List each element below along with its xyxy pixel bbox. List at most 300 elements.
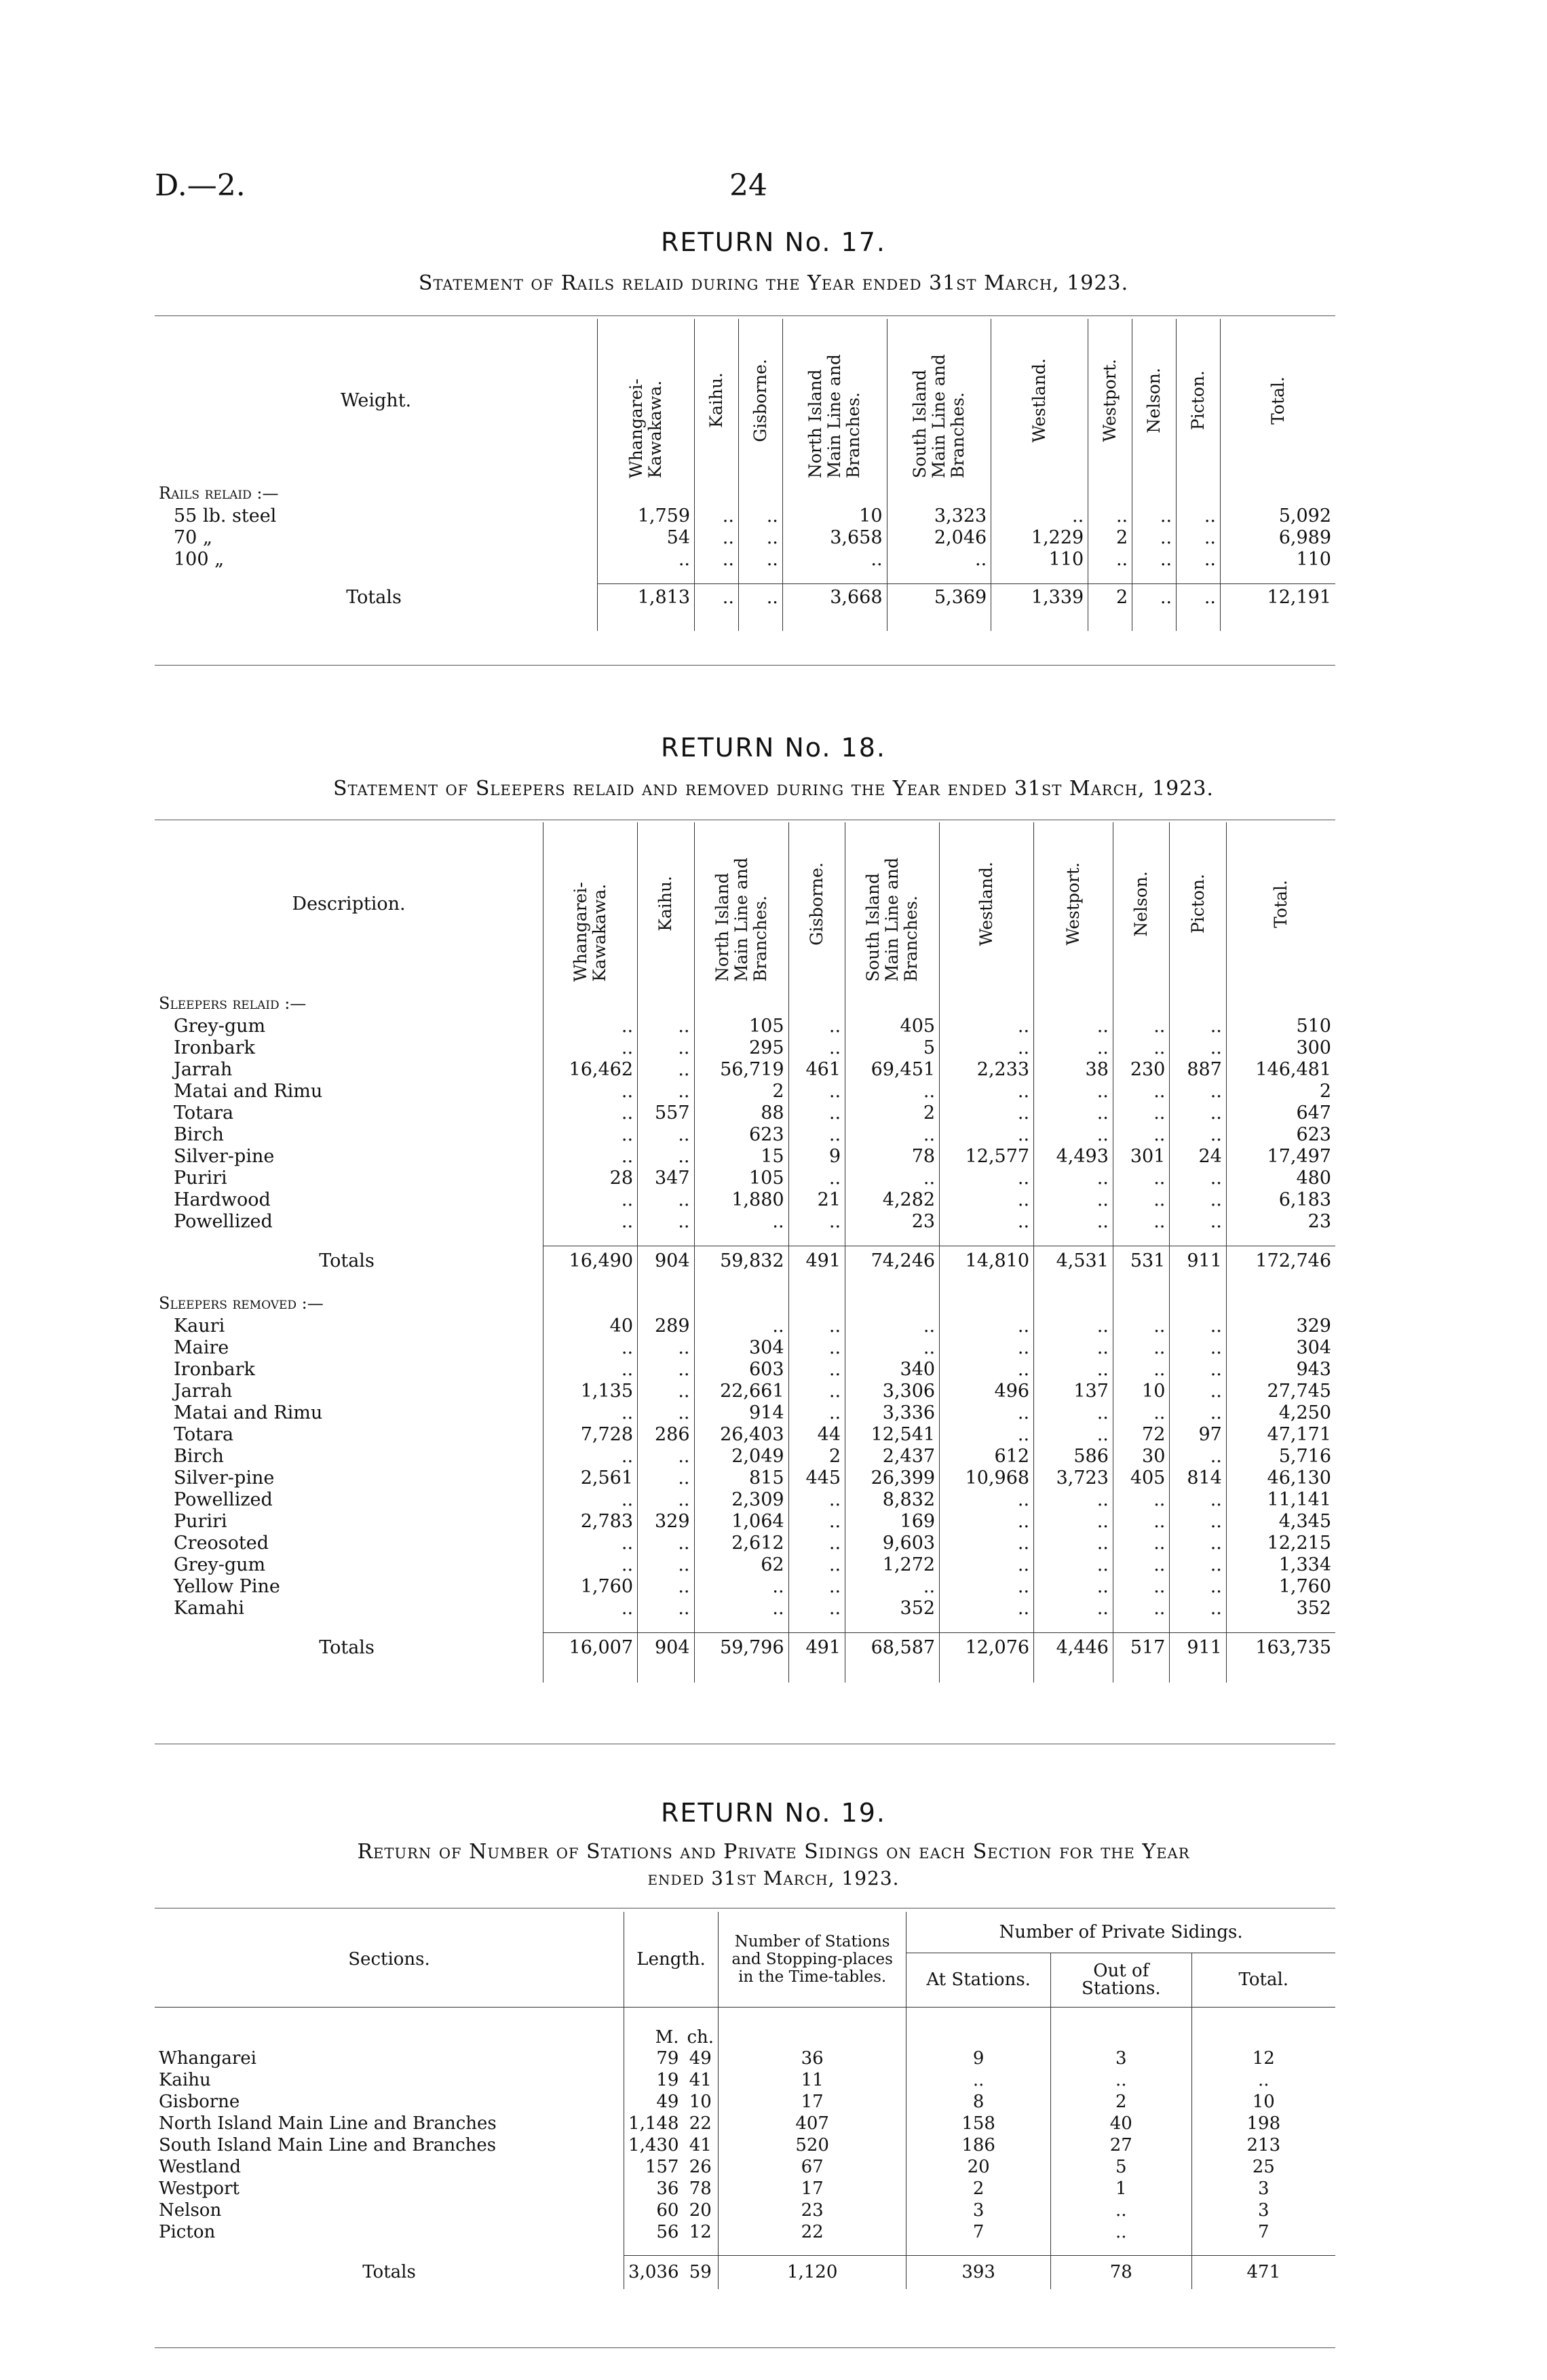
column-header xyxy=(1221,319,1336,482)
length-chains: 49 xyxy=(689,2048,712,2069)
sleepers-removed-row xyxy=(155,1467,1335,1489)
row-label-text: Powellized xyxy=(174,1489,273,1510)
table-cell: 340 xyxy=(845,1358,940,1380)
column-header-label: Kaihu. xyxy=(655,876,676,932)
stations-sidings-table xyxy=(155,1912,1335,2289)
table-cell: .. xyxy=(1132,526,1177,548)
table-cell: 1,135 xyxy=(543,1380,638,1402)
table-cell: .. xyxy=(1034,1102,1113,1124)
at-stations-header: At Stations. xyxy=(906,1953,1051,2007)
row-label xyxy=(155,1145,543,1167)
table-cell: 4,446 xyxy=(1034,1632,1113,1662)
table-cell: .. xyxy=(738,548,782,570)
row-label-text: Birch xyxy=(174,1124,224,1145)
row-label-text: Creosoted xyxy=(174,1532,269,1554)
table-cell: .. xyxy=(1177,548,1221,570)
row-label-text: Jarrah xyxy=(174,1380,233,1402)
sidings-out-stations: 1 xyxy=(1051,2178,1192,2200)
column-header-label: North Island Main Line and Branches. xyxy=(712,858,770,982)
table-cell: 623 xyxy=(1226,1124,1335,1145)
table-cell: 9 xyxy=(788,1145,845,1167)
row-label-text: Kamahi xyxy=(174,1597,244,1619)
empty-cell xyxy=(1170,1275,1226,1292)
empty-cell xyxy=(1226,1275,1335,1292)
length-miles: 60 xyxy=(624,2200,683,2221)
length-chains: 10 xyxy=(689,2092,712,2112)
table-cell: 12,191 xyxy=(1221,583,1336,611)
row-label-text: Matai and Rimu xyxy=(174,1080,323,1102)
sidings-out-stations: 78 xyxy=(1051,2255,1192,2289)
column-header xyxy=(1226,822,1335,985)
table-cell: 10 xyxy=(1113,1380,1169,1402)
table-cell: .. xyxy=(694,1315,788,1337)
table-cell: 531 xyxy=(1113,1246,1169,1275)
column-header xyxy=(1170,822,1226,985)
empty-cell xyxy=(845,1275,940,1292)
table-cell: 943 xyxy=(1226,1358,1335,1380)
table-cell: 1,334 xyxy=(1226,1554,1335,1575)
empty-cell xyxy=(1170,992,1226,1015)
table-cell: 78 xyxy=(845,1145,940,1167)
table-cell: 6,989 xyxy=(1221,526,1336,548)
table-cell: .. xyxy=(1113,1402,1169,1423)
table-cell: 16,007 xyxy=(543,1632,638,1662)
row-label-text: Ironbark xyxy=(174,1358,255,1380)
table-cell: .. xyxy=(638,1554,694,1575)
table-cell: .. xyxy=(1113,1037,1169,1058)
table-cell: 23 xyxy=(1226,1210,1335,1232)
length-miles: 1,430 xyxy=(624,2134,683,2156)
table-cell: 1,760 xyxy=(1226,1575,1335,1597)
sidings-at-stations: 20 xyxy=(906,2156,1051,2178)
return-19-statement-line1: Return of Number of Stations and Private Sidings on each Section for the Year xyxy=(357,1840,1190,1864)
column-header-label: South Island Main Line and Branches. xyxy=(863,858,921,982)
column-header-label: Gisborne. xyxy=(750,358,770,442)
table-cell: .. xyxy=(1170,1510,1226,1532)
empty-cell xyxy=(155,611,598,631)
empty-cell xyxy=(845,1619,940,1632)
row-label xyxy=(155,1037,543,1058)
length-header: Length. xyxy=(624,1912,719,2007)
table-cell: 491 xyxy=(788,1632,845,1662)
empty-cell xyxy=(155,1275,543,1292)
stations-count: 36 xyxy=(719,2048,906,2069)
table-cell: .. xyxy=(1113,1015,1169,1037)
table-cell: 12,215 xyxy=(1226,1532,1335,1554)
table-cell: 911 xyxy=(1170,1632,1226,1662)
table-cell: 3,323 xyxy=(887,505,991,526)
sidings-at-stations: 2 xyxy=(906,2178,1051,2200)
table-cell: .. xyxy=(1034,1015,1113,1037)
sleepers-removed-row xyxy=(155,1489,1335,1510)
empty-cell xyxy=(1221,482,1336,505)
table-cell: 3,306 xyxy=(845,1380,940,1402)
empty-cell xyxy=(155,570,598,583)
empty-cell xyxy=(694,985,788,992)
empty-cell xyxy=(782,611,887,631)
length-chains: 41 xyxy=(689,2070,712,2090)
row-label-text: Totara xyxy=(174,1102,234,1124)
sidings-at-stations: 8 xyxy=(906,2091,1051,2113)
table-cell: .. xyxy=(845,1315,940,1337)
table-cell: 110 xyxy=(991,548,1088,570)
table-cell: .. xyxy=(694,1597,788,1619)
table-cell: .. xyxy=(1132,505,1177,526)
sidings-out-stations: 2 xyxy=(1051,2091,1192,2113)
units-row xyxy=(155,2007,1335,2048)
sidings-total: 12 xyxy=(1191,2048,1335,2069)
column-header-label: Picton. xyxy=(1188,370,1208,430)
table-cell: 510 xyxy=(1226,1015,1335,1037)
row-label xyxy=(155,1167,543,1189)
section-row xyxy=(155,2156,1335,2178)
empty-cell xyxy=(1170,1292,1226,1315)
empty-cell xyxy=(719,2007,906,2048)
table-cell: .. xyxy=(738,505,782,526)
table-cell: 496 xyxy=(940,1380,1034,1402)
table-cell: .. xyxy=(845,1337,940,1358)
table-cell: .. xyxy=(940,1080,1034,1102)
table-cell: 40 xyxy=(543,1315,638,1337)
table-cell: .. xyxy=(1034,1402,1113,1423)
stations-count: 407 xyxy=(719,2113,906,2134)
table-cell: .. xyxy=(1113,1189,1169,1210)
empty-cell xyxy=(1132,570,1177,583)
table-cell: 5,716 xyxy=(1226,1445,1335,1467)
row-label-text: Maire xyxy=(174,1337,229,1358)
table-cell: 16,490 xyxy=(543,1246,638,1275)
sidings-out-stations: .. xyxy=(1051,2221,1192,2243)
empty-cell xyxy=(845,992,940,1015)
row-label-text: Matai and Rimu xyxy=(174,1402,323,1423)
table-cell: 603 xyxy=(694,1358,788,1380)
section-heading: Sleepers removed :— xyxy=(159,1294,324,1313)
table-cell: .. xyxy=(638,1145,694,1167)
table-cell: .. xyxy=(782,548,887,570)
table-cell: .. xyxy=(1034,1423,1113,1445)
table-cell: .. xyxy=(638,1337,694,1358)
empty-cell xyxy=(940,1619,1034,1632)
empty-cell xyxy=(543,1662,638,1683)
document-code: D.—2. xyxy=(155,168,246,203)
empty-cell xyxy=(1034,1662,1113,1683)
table-cell: .. xyxy=(638,1402,694,1423)
table-cell: 12,541 xyxy=(845,1423,940,1445)
table-cell: .. xyxy=(940,1015,1034,1037)
length-miles: 19 xyxy=(624,2069,683,2091)
table-cell: .. xyxy=(1034,1037,1113,1058)
sleepers-relaid-row xyxy=(155,1145,1335,1167)
table-cell: .. xyxy=(1034,1554,1113,1575)
table-cell: .. xyxy=(1034,1575,1113,1597)
table-cell: .. xyxy=(543,1445,638,1467)
row-label xyxy=(155,1402,543,1423)
table-cell: .. xyxy=(1177,583,1221,611)
sleepers-table xyxy=(155,822,1335,1683)
return-17-title: RETURN No. 17. xyxy=(661,227,886,257)
table-cell: 517 xyxy=(1113,1632,1169,1662)
table-cell: .. xyxy=(940,1102,1034,1124)
table-cell: 59,832 xyxy=(694,1246,788,1275)
table-cell: 72 xyxy=(1113,1423,1169,1445)
table-cell: 46,130 xyxy=(1226,1467,1335,1489)
table-cell: 2 xyxy=(694,1080,788,1102)
table-cell: 22,661 xyxy=(694,1380,788,1402)
empty-cell xyxy=(738,570,782,583)
section-row xyxy=(155,2200,1335,2221)
section-heading-row xyxy=(155,1292,1335,1315)
table-cell: .. xyxy=(543,1189,638,1210)
empty-cell xyxy=(1191,2243,1335,2255)
table-cell: .. xyxy=(788,1380,845,1402)
sleepers-relaid-row xyxy=(155,1058,1335,1080)
empty-cell xyxy=(543,1275,638,1292)
table-cell: .. xyxy=(845,1080,940,1102)
section-row xyxy=(155,2113,1335,2134)
table-cell: .. xyxy=(1177,505,1221,526)
table-cell: .. xyxy=(1113,1315,1169,1337)
stations-count: 67 xyxy=(719,2156,906,2178)
table-cell: .. xyxy=(788,1575,845,1597)
table-cell: 169 xyxy=(845,1510,940,1532)
section-row xyxy=(155,2178,1335,2200)
empty-cell xyxy=(1051,2243,1192,2255)
column-header xyxy=(887,319,991,482)
sidings-total: .. xyxy=(1191,2069,1335,2091)
table-cell: .. xyxy=(543,1337,638,1358)
table-cell: 612 xyxy=(940,1445,1034,1467)
table-cell: .. xyxy=(1113,1167,1169,1189)
sidings-total: 3 xyxy=(1191,2200,1335,2221)
sleepers-relaid-row xyxy=(155,1167,1335,1189)
empty-cell xyxy=(1226,992,1335,1015)
table-cell: .. xyxy=(1113,1124,1169,1145)
empty-cell xyxy=(694,1292,788,1315)
column-header-label: Nelson. xyxy=(1144,367,1164,434)
table-cell: .. xyxy=(543,1102,638,1124)
table-cell: .. xyxy=(788,1210,845,1232)
table-cell: 12,577 xyxy=(940,1145,1034,1167)
page-number: 24 xyxy=(729,168,767,203)
section-label: Kaihu xyxy=(159,2070,211,2090)
table-cell: .. xyxy=(638,1489,694,1510)
empty-cell xyxy=(1034,985,1113,992)
table-cell: .. xyxy=(638,1037,694,1058)
table-cell: 1,880 xyxy=(694,1189,788,1210)
table-cell: 26,399 xyxy=(845,1467,940,1489)
table-cell: .. xyxy=(940,1337,1034,1358)
row-label xyxy=(155,1532,543,1554)
empty-cell xyxy=(940,1275,1034,1292)
rails-row xyxy=(155,548,1335,570)
table-cell: .. xyxy=(1170,1402,1226,1423)
empty-cell xyxy=(991,482,1088,505)
row-label-text: Grey-gum xyxy=(174,1554,266,1575)
table-cell: 904 xyxy=(638,1632,694,1662)
empty-cell xyxy=(543,1232,638,1246)
table-cell: 300 xyxy=(1226,1037,1335,1058)
sections-header: Sections. xyxy=(348,1949,430,1970)
row-label-text: Totara xyxy=(174,1423,234,1445)
table-cell: 23 xyxy=(845,1210,940,1232)
empty-cell xyxy=(1170,985,1226,992)
empty-cell xyxy=(683,2243,718,2255)
table-cell: .. xyxy=(638,1532,694,1554)
table-cell: 26,403 xyxy=(694,1423,788,1445)
table-cell: 914 xyxy=(694,1402,788,1423)
column-header-label: Total. xyxy=(1267,376,1288,425)
row-label-text: Puriri xyxy=(174,1510,227,1532)
column-header-label: Westland. xyxy=(1029,358,1050,443)
column-header xyxy=(991,319,1088,482)
rails-totals-row xyxy=(155,583,1335,611)
length-chains: 41 xyxy=(689,2135,712,2155)
row-label xyxy=(155,1337,543,1358)
table-cell: 352 xyxy=(1226,1597,1335,1619)
row-label-text: Hardwood xyxy=(174,1189,271,1210)
sidings-at-stations: 158 xyxy=(906,2113,1051,2134)
section-row xyxy=(155,2069,1335,2091)
empty-cell xyxy=(788,985,845,992)
table-cell: .. xyxy=(940,1575,1034,1597)
table-cell: 815 xyxy=(694,1467,788,1489)
empty-cell xyxy=(1113,1662,1169,1683)
table-cell: .. xyxy=(543,1597,638,1619)
table-cell: .. xyxy=(638,1445,694,1467)
table-cell: .. xyxy=(940,1597,1034,1619)
table-cell: 2,309 xyxy=(694,1489,788,1510)
row-label xyxy=(155,1489,543,1510)
empty-cell xyxy=(694,1232,788,1246)
table-cell: 5,092 xyxy=(1221,505,1336,526)
table-cell: 586 xyxy=(1034,1445,1113,1467)
table-cell: .. xyxy=(788,1510,845,1532)
section-label: Whangarei xyxy=(159,2048,256,2069)
out-stations-header: Out of Stations. xyxy=(1051,1953,1192,2007)
sleepers-removed-row xyxy=(155,1423,1335,1445)
empty-cell xyxy=(155,1619,543,1632)
table-cell: 105 xyxy=(694,1015,788,1037)
empty-cell xyxy=(1132,611,1177,631)
table-cell: .. xyxy=(1113,1575,1169,1597)
column-header xyxy=(598,319,695,482)
length-miles: 56 xyxy=(624,2221,683,2243)
row-label xyxy=(155,1380,543,1402)
empty-cell xyxy=(1226,1232,1335,1246)
empty-cell xyxy=(788,1232,845,1246)
table-cell: 105 xyxy=(694,1167,788,1189)
sidings-out-stations: .. xyxy=(1051,2069,1192,2091)
table-cell: 30 xyxy=(1113,1445,1169,1467)
table-cell: .. xyxy=(638,1380,694,1402)
column-header xyxy=(1088,319,1132,482)
section-row xyxy=(155,2134,1335,2156)
stations-header: Number of Stations and Stopping-places in the Time-tables. xyxy=(719,1912,906,2007)
table-cell: .. xyxy=(1170,1380,1226,1402)
empty-cell xyxy=(543,1619,638,1632)
section-heading: Sleepers relaid :— xyxy=(159,994,307,1013)
row-label xyxy=(155,583,598,611)
sleepers-removed-row xyxy=(155,1532,1335,1554)
table-cell: .. xyxy=(788,1015,845,1037)
table-cell: .. xyxy=(1170,1597,1226,1619)
row-label xyxy=(155,1423,543,1445)
sidings-at-stations: .. xyxy=(906,2069,1051,2091)
table-cell: 3,723 xyxy=(1034,1467,1113,1489)
length-chains: 59 xyxy=(683,2255,718,2289)
stations-count: 11 xyxy=(719,2069,906,2091)
sleepers-removed-row xyxy=(155,1380,1335,1402)
table-cell: 329 xyxy=(638,1510,694,1532)
empty-cell xyxy=(695,482,739,505)
empty-cell xyxy=(1170,1232,1226,1246)
empty-cell xyxy=(543,992,638,1015)
table-cell: 2 xyxy=(845,1102,940,1124)
empty-cell xyxy=(1170,1662,1226,1683)
table-cell: 2,046 xyxy=(887,526,991,548)
row-label xyxy=(155,1210,543,1232)
table-cell: .. xyxy=(788,1532,845,1554)
empty-cell xyxy=(782,570,887,583)
table-cell: 38 xyxy=(1034,1058,1113,1080)
empty-cell xyxy=(598,570,695,583)
stations-totals-row xyxy=(155,2255,1335,2289)
row-label xyxy=(155,1467,543,1489)
column-header xyxy=(788,822,845,985)
return-18-statement: Statement of Sleepers relaid and removed during the Year ended 31st March, 1923. xyxy=(333,777,1214,801)
empty-cell xyxy=(694,1662,788,1683)
empty-cell xyxy=(906,2243,1051,2255)
table-cell: 480 xyxy=(1226,1167,1335,1189)
empty-cell xyxy=(845,985,940,992)
table-cell: 110 xyxy=(1221,548,1336,570)
table-cell: 21 xyxy=(788,1189,845,1210)
empty-cell xyxy=(695,570,739,583)
empty-cell xyxy=(1088,570,1132,583)
empty-cell xyxy=(845,1292,940,1315)
column-header xyxy=(1034,822,1113,985)
table-cell: .. xyxy=(1113,1489,1169,1510)
table-cell: 304 xyxy=(1226,1337,1335,1358)
empty-cell xyxy=(788,1292,845,1315)
sleepers-removed-row xyxy=(155,1315,1335,1337)
sidings-total: 7 xyxy=(1191,2221,1335,2243)
table-cell: 28 xyxy=(543,1167,638,1189)
table-cell: 2,233 xyxy=(940,1058,1034,1080)
empty-cell xyxy=(940,985,1034,992)
table-cell: 445 xyxy=(788,1467,845,1489)
spacer-row xyxy=(155,985,1335,992)
length-miles: 36 xyxy=(624,2178,683,2200)
table-cell: 491 xyxy=(788,1246,845,1275)
sidings-out-stations: .. xyxy=(1051,2200,1192,2221)
table-cell: 2,437 xyxy=(845,1445,940,1467)
empty-cell xyxy=(638,1619,694,1632)
empty-cell xyxy=(788,1662,845,1683)
empty-cell xyxy=(1177,482,1221,505)
row-label-text: Grey-gum xyxy=(174,1015,266,1037)
row-label-text: Birch xyxy=(174,1445,224,1467)
empty-cell xyxy=(155,2243,624,2255)
table-cell: .. xyxy=(788,1337,845,1358)
empty-cell xyxy=(887,570,991,583)
table-cell: 5,369 xyxy=(887,583,991,611)
sleepers-removed-row xyxy=(155,1337,1335,1358)
table-cell: .. xyxy=(940,1037,1034,1058)
empty-cell xyxy=(1113,1619,1169,1632)
table-cell: .. xyxy=(1177,526,1221,548)
row-label xyxy=(155,1315,543,1337)
